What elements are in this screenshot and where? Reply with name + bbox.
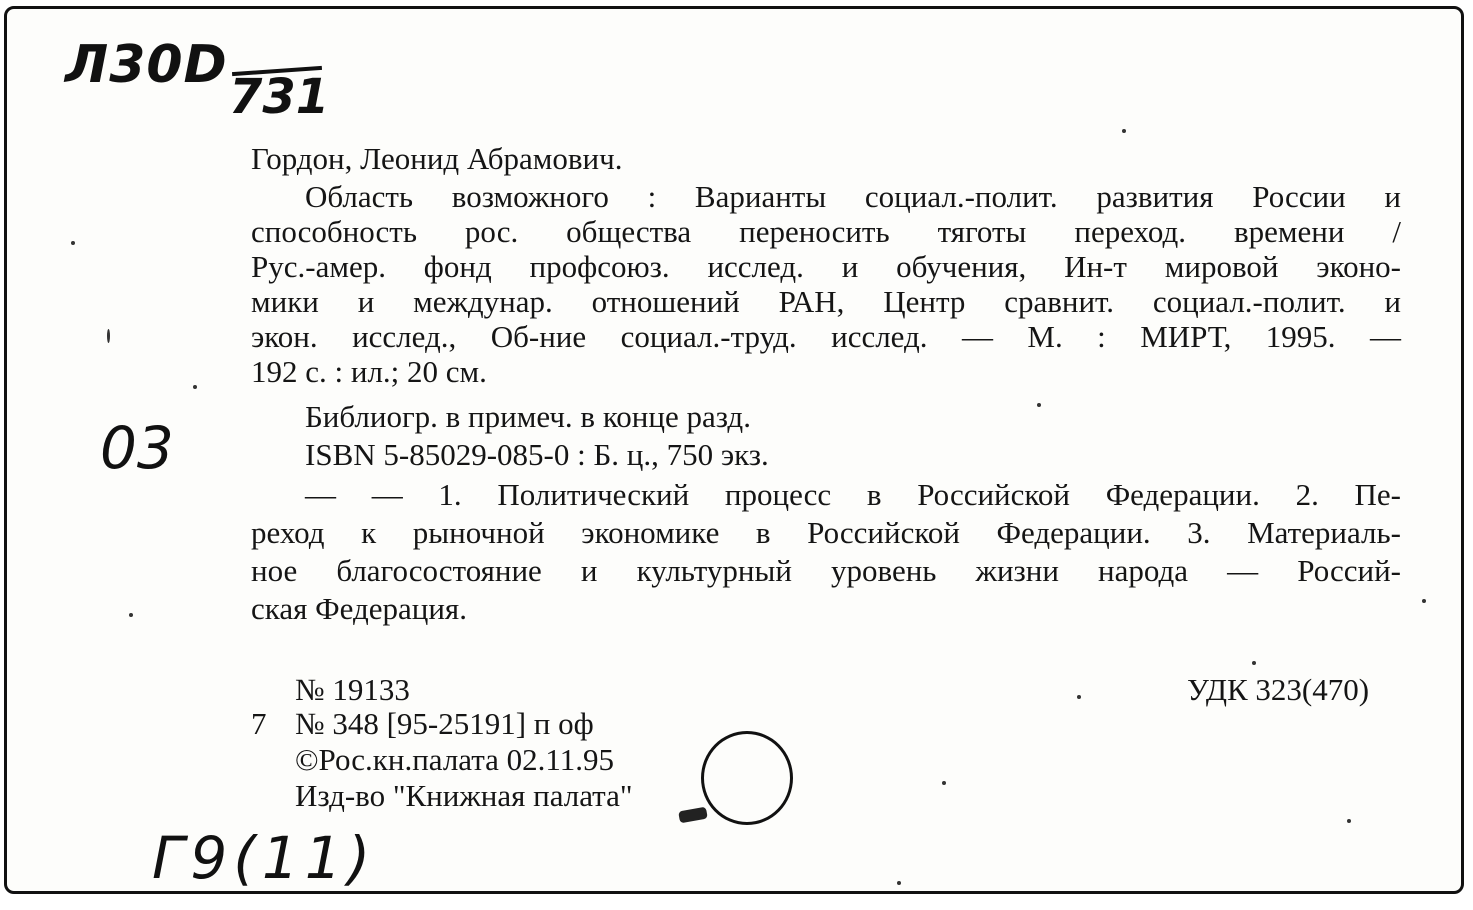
speck <box>1347 819 1351 823</box>
subject-line: реход к рыночной экономике в Российской Федерации. 3. Материаль- <box>251 515 1401 550</box>
speck <box>1252 661 1256 665</box>
body-line: Рус.-амер. фонд профсоюз. исслед. и обучения, Ин-т мировой эконо- <box>251 249 1401 284</box>
subject-line: ное благосостояние и культурный уровень жизни народа — Россий- <box>251 553 1401 588</box>
speck <box>1037 403 1041 407</box>
subject-line: ская Федерация. <box>251 591 467 626</box>
speck <box>942 781 946 785</box>
body-line: Область возможного : Варианты социал.-полит. развития России и <box>305 179 1401 214</box>
handwritten-call-number: Л30D <box>65 35 228 95</box>
bibliography-note: Библиогр. в примеч. в конце разд. <box>305 399 751 434</box>
speck <box>71 241 75 245</box>
speck <box>1122 129 1126 133</box>
order-line: № 348 [95-25191] п оф <box>295 706 594 741</box>
udk-code: УДК 323(470) <box>1187 672 1370 707</box>
copyright-line: ©Рос.кн.палата 02.11.95 <box>295 742 615 777</box>
speck <box>129 613 133 617</box>
record-number: № 19133 <box>295 672 410 707</box>
handwritten-mark-03: 03 <box>100 414 174 482</box>
prefix-number: 7 <box>251 706 267 741</box>
handwritten-mark-g9: Г9(11) <box>152 824 377 892</box>
speck <box>1422 599 1426 603</box>
speck <box>1077 695 1081 699</box>
speck <box>107 329 110 343</box>
catalog-card <box>4 6 1464 894</box>
isbn-line: ISBN 5-85029-085-0 : Б. ц., 750 экз. <box>305 437 769 472</box>
subject-line: — — 1. Политический процесс в Российской Федерации. 2. Пе- <box>305 477 1401 512</box>
speck <box>897 881 901 885</box>
speck <box>193 385 197 389</box>
handwritten-call-sub: 731 <box>229 69 330 125</box>
body-line: 192 с. : ил.; 20 см. <box>251 354 487 389</box>
body-line: экон. исслед., Об-ние социал.-труд. исслед. — М. : МИРТ, 1995. — <box>251 319 1401 354</box>
body-line: способность рос. общества переносить тяготы переход. времени / <box>251 214 1401 249</box>
author-heading: Гордон, Леонид Абрамович. <box>251 141 623 176</box>
body-line: мики и междунар. отношений РАН, Центр сравнит. социал.-полит. и <box>251 284 1401 319</box>
circle-stamp <box>701 731 793 825</box>
stamp-blot <box>678 807 708 824</box>
publisher-line: Изд-во "Книжная палата" <box>295 778 633 813</box>
